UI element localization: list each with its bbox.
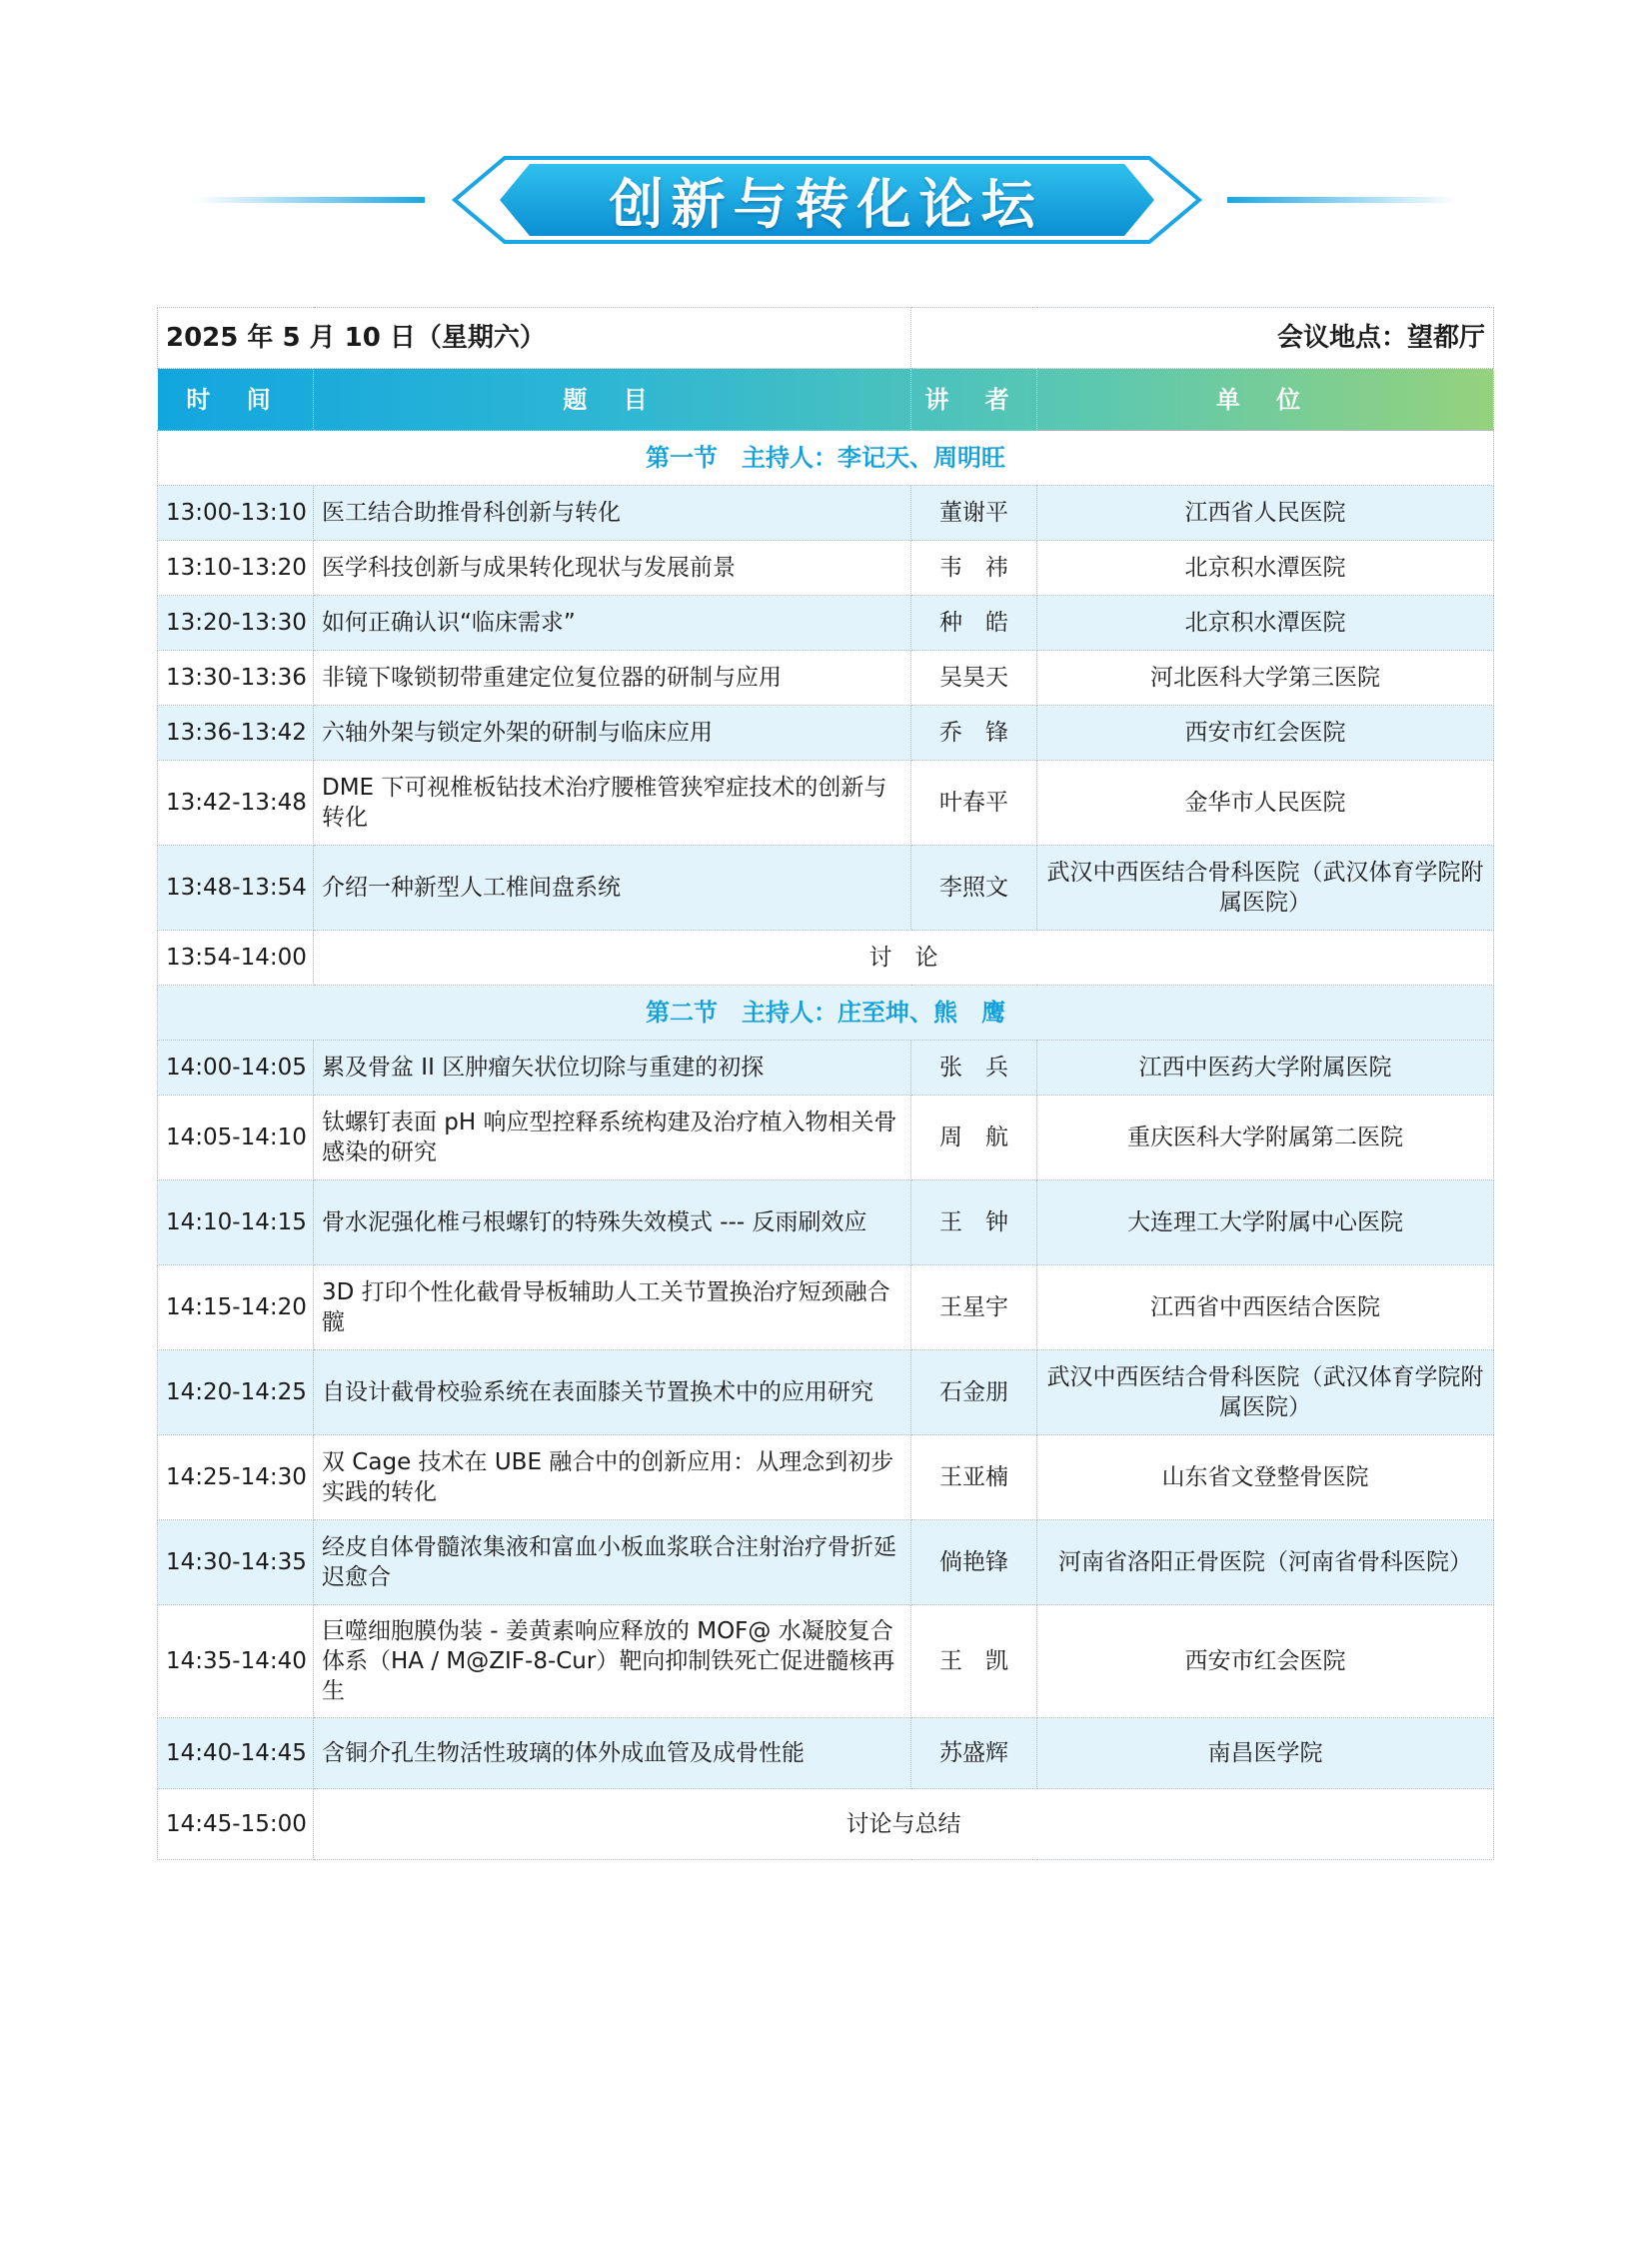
schedule-row: [158, 1265, 1494, 1350]
discussion-row: [158, 931, 1494, 986]
row-unit: 大连理工大学附属中心医院: [1037, 1180, 1494, 1265]
row-unit: 西安市红会医院: [1037, 706, 1494, 761]
row-time: 14:40-14:45: [158, 1718, 314, 1789]
row-unit: 西安市红会医院: [1037, 1605, 1494, 1718]
schedule-row: [158, 706, 1494, 761]
header-topic: 题 目: [314, 369, 911, 431]
row-time: 14:25-14:30: [158, 1435, 314, 1520]
row-unit: 山东省文登整骨医院: [1037, 1435, 1494, 1520]
discussion-label: 讨论与总结: [314, 1789, 1494, 1860]
row-time: 13:42-13:48: [158, 761, 314, 846]
row-speaker: 倘艳锋: [911, 1520, 1037, 1605]
row-time: 13:00-13:10: [158, 486, 314, 541]
row-time: 14:30-14:35: [158, 1520, 314, 1605]
row-topic: 六轴外架与锁定外架的研制与临床应用: [314, 706, 911, 761]
row-unit: 北京积水潭医院: [1037, 596, 1494, 651]
row-time: 13:10-13:20: [158, 541, 314, 596]
row-topic: 巨噬细胞膜伪装 - 姜黄素响应释放的 MOF@ 水凝胶复合体系（HA / M@ZIF-8-Cur）靶向抑制铁死亡促进髓核再生: [314, 1605, 911, 1718]
schedule-row: [158, 486, 1494, 541]
row-speaker: 王 凯: [911, 1605, 1037, 1718]
row-topic: 双 Cage 技术在 UBE 融合中的创新应用：从理念到初步实践的转化: [314, 1435, 911, 1520]
row-topic: 如何正确认识“临床需求”: [314, 596, 911, 651]
header-unit: 单 位: [1037, 369, 1494, 431]
row-speaker: 李照文: [911, 846, 1037, 931]
row-topic: 含铜介孔生物活性玻璃的体外成血管及成骨性能: [314, 1718, 911, 1789]
row-topic: 3D 打印个性化截骨导板辅助人工关节置换治疗短颈融合髋: [314, 1265, 911, 1350]
section-title-row: [158, 431, 1494, 486]
schedule-row: [158, 1520, 1494, 1605]
row-time: 13:36-13:42: [158, 706, 314, 761]
row-speaker: 王 钟: [911, 1180, 1037, 1265]
schedule-row: [158, 596, 1494, 651]
banner-title: 创新与转化论坛: [609, 172, 1043, 236]
schedule-row: [158, 846, 1494, 931]
row-time: 14:10-14:15: [158, 1180, 314, 1265]
row-time: 13:48-13:54: [158, 846, 314, 931]
row-speaker: 王星宇: [911, 1265, 1037, 1350]
discussion-label: 讨 论: [314, 931, 1494, 986]
row-speaker: 吴昊天: [911, 651, 1037, 706]
schedule-row: [158, 651, 1494, 706]
row-time: 14:35-14:40: [158, 1605, 314, 1718]
discussion-time: 13:54-14:00: [158, 931, 314, 986]
row-unit: 江西省人民医院: [1037, 486, 1494, 541]
row-speaker: 王亚楠: [911, 1435, 1037, 1520]
row-topic: 非镜下喙锁韧带重建定位复位器的研制与应用: [314, 651, 911, 706]
row-topic: 经皮自体骨髓浓集液和富血小板血浆联合注射治疗骨折延迟愈合: [314, 1520, 911, 1605]
schedule-row: [158, 1041, 1494, 1096]
row-topic: 介绍一种新型人工椎间盘系统: [314, 846, 911, 931]
row-topic: 钛螺钉表面 pH 响应型控释系统构建及治疗植入物相关骨感染的研究: [314, 1096, 911, 1180]
info-row: [158, 308, 1494, 369]
section-title-row: [158, 986, 1494, 1041]
row-unit: 河南省洛阳正骨医院（河南省骨科医院）: [1037, 1520, 1494, 1605]
row-speaker: 张 兵: [911, 1041, 1037, 1096]
row-speaker: 种 皓: [911, 596, 1037, 651]
row-topic: 医工结合助推骨科创新与转化: [314, 486, 911, 541]
schedule-row: [158, 1350, 1494, 1435]
row-unit: 金华市人民医院: [1037, 761, 1494, 846]
row-topic: 自设计截骨校验系统在表面膝关节置换术中的应用研究: [314, 1350, 911, 1435]
row-unit: 北京积水潭医院: [1037, 541, 1494, 596]
row-time: 14:20-14:25: [158, 1350, 314, 1435]
row-topic: 累及骨盆 II 区肿瘤矢状位切除与重建的初探: [314, 1041, 911, 1096]
schedule-row: [158, 541, 1494, 596]
row-unit: 江西省中西医结合医院: [1037, 1265, 1494, 1350]
row-speaker: 韦 祎: [911, 541, 1037, 596]
row-topic: DME 下可视椎板钻技术治疗腰椎管狭窄症技术的创新与转化: [314, 761, 911, 846]
discussion-time: 14:45-15:00: [158, 1789, 314, 1860]
row-speaker: 乔 锋: [911, 706, 1037, 761]
row-unit: 武汉中西医结合骨科医院（武汉体育学院附属医院）: [1037, 846, 1494, 931]
row-topic: 骨水泥强化椎弓根螺钉的特殊失效模式 --- 反雨刷效应: [314, 1180, 911, 1265]
row-time: 14:00-14:05: [158, 1041, 314, 1096]
row-time: 14:15-14:20: [158, 1265, 314, 1350]
row-speaker: 石金朋: [911, 1350, 1037, 1435]
row-time: 13:30-13:36: [158, 651, 314, 706]
row-unit: 重庆医科大学附属第二医院: [1037, 1096, 1494, 1180]
schedule-row: [158, 1180, 1494, 1265]
section-title: 第二节 主持人：庄至坤、熊 鹰: [158, 986, 1494, 1041]
meeting-venue: 会议地点：望都厅: [911, 308, 1494, 369]
discussion-row: [158, 1789, 1494, 1860]
row-speaker: 董谢平: [911, 486, 1037, 541]
row-speaker: 叶春平: [911, 761, 1037, 846]
row-time: 13:20-13:30: [158, 596, 314, 651]
meeting-date: 2025 年 5 月 10 日（星期六）: [158, 308, 911, 369]
header-time: 时 间: [158, 369, 314, 431]
section-banner: [0, 150, 1652, 250]
row-topic: 医学科技创新与成果转化现状与发展前景: [314, 541, 911, 596]
row-unit: 南昌医学院: [1037, 1718, 1494, 1789]
row-unit: 武汉中西医结合骨科医院（武汉体育学院附属医院）: [1037, 1350, 1494, 1435]
row-speaker: 周 航: [911, 1096, 1037, 1180]
header-row: [158, 369, 1494, 431]
schedule-row: [158, 1718, 1494, 1789]
header-speaker: 讲 者: [911, 369, 1037, 431]
row-unit: 河北医科大学第三医院: [1037, 651, 1494, 706]
schedule-row: [158, 761, 1494, 846]
schedule-row: [158, 1096, 1494, 1180]
row-unit: 江西中医药大学附属医院: [1037, 1041, 1494, 1096]
schedule-table: [157, 307, 1494, 1860]
row-time: 14:05-14:10: [158, 1096, 314, 1180]
schedule-row: [158, 1435, 1494, 1520]
row-speaker: 苏盛辉: [911, 1718, 1037, 1789]
schedule-row: [158, 1605, 1494, 1718]
section-title: 第一节 主持人：李记天、周明旺: [158, 431, 1494, 486]
